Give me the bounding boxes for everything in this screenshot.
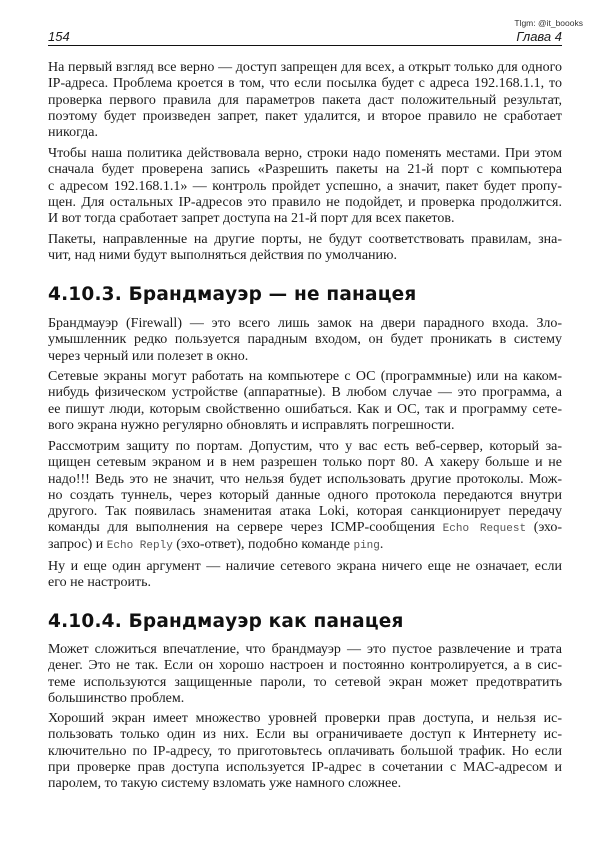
page-number: 154 xyxy=(48,29,70,44)
text-line: Чтобы наша политика действовала верно, строки надо поменять местами. При этом xyxy=(48,146,562,161)
text-line xyxy=(48,537,562,553)
text-line: щищен сетевым экраном и в нем разрешен только порт 80. А хакеру больше и не xyxy=(48,455,562,471)
text-segment: запрос) и xyxy=(48,536,107,552)
text-line: умышленник редко пользуется парадным входом, он будет проникать в систему xyxy=(48,332,562,348)
text-line: чит, над ними будут выполняться действия по умолчанию. xyxy=(48,248,397,264)
text-line: Сетевые экраны могут работать на компьютере с ОС (программные) или на каком- xyxy=(48,369,562,384)
text-line: с адресом 192.168.1.1» — контроль пройдет успешно, а значит, пакет будет пропу- xyxy=(48,178,562,194)
text-line: теме используются защищенные пароли, то сетевой экран может предотвратить xyxy=(48,674,562,690)
text-line: но создать туннель, через который данные одного протокола передаются внутри xyxy=(48,487,562,503)
text-line: На первый взгляд все верно — доступ запрещен для всех, а открыт только для одного xyxy=(48,60,562,75)
text-line: щен. Для остальных IP-адресов это правило не подойдет, и проверка продолжится. xyxy=(48,194,562,210)
text-segment: . xyxy=(379,536,384,552)
text-line: вого экрана нужно регулярно обновлять и исправлять погрешности. xyxy=(48,417,455,433)
text-line: нибудь физическом устройстве (аппаратные). В любом случае — это программа, а xyxy=(48,385,562,401)
text-line: большинство проблем. xyxy=(48,690,185,706)
paragraph xyxy=(48,60,562,141)
paragraph xyxy=(48,369,562,434)
paragraph xyxy=(48,559,562,592)
watermark: Tlgm: @it_boooks xyxy=(514,18,583,28)
text-line: надо!!! Ведь это не значит, что нельзя будет использовать другие протоколы. Мож- xyxy=(48,471,562,487)
text-line: Пакеты, направленные на другие порты, не будут соответствовать правилам, зна- xyxy=(48,232,562,247)
inline-code: Echo Request xyxy=(442,523,527,536)
text-line: денег. Это не так. Если он хорошо настроен и постоянно контролируется, а в сис- xyxy=(48,658,562,674)
inline-code: ping xyxy=(353,539,380,552)
text-line xyxy=(48,520,562,536)
text-line: его не настроить. xyxy=(48,575,152,591)
text-line: IP-адреса. Проблема кроется в том, что если посылка будет с адреса 192.168.1.1, то xyxy=(48,76,562,92)
section-heading: 4.10.3. Брандмауэр — не панацея xyxy=(48,284,417,305)
text-segment: (эхо-ответ), подобно команде xyxy=(172,536,354,552)
text-line: сначала будет проверена запись «Разрешить пакеты на 21-й порт с компьютера xyxy=(48,162,562,178)
text-line: И вот тогда сработает запрет доступа на 21-й порт для всех пакетов. xyxy=(48,211,455,226)
text-line: Может сложиться впечатление, что брандмауэр — это пустое развлечение и трата xyxy=(48,642,562,657)
text-line: пользовать только один из них. Если вы ограничиваете доступ к Интернету ис- xyxy=(48,727,562,743)
text-segment: команды для выполнения на сервере через ICMP-сообщения xyxy=(48,520,443,536)
paragraph xyxy=(48,232,562,265)
chapter-title: Глава 4 xyxy=(516,29,562,44)
text-line: Хороший экран имеет множество уровней проверки прав доступа, и нельзя ис- xyxy=(48,711,562,726)
running-header xyxy=(48,29,562,45)
text-line: ключительно по IP-адресу, то приготовьтесь оплачивать большой трафик. Но если xyxy=(48,743,562,759)
text-line: проверка первого правила для параметров пакета даст положительный результат, xyxy=(48,92,562,108)
paragraph xyxy=(48,711,562,792)
text-line: ее пишут люди, которым свойственно ошибаться. Как и ОС, так и программу сете- xyxy=(48,401,562,417)
paragraph xyxy=(48,439,562,553)
paragraph xyxy=(48,146,562,227)
text-line: поэтому будет произведен запрет, пакет удалится, и второе правило не сработает xyxy=(48,108,562,124)
section-heading: 4.10.4. Брандмауэр как панацея xyxy=(48,611,404,632)
text-line: никогда. xyxy=(48,125,98,140)
text-line: Ну и еще один аргумент — наличие сетевого экрана ничего еще не означает, если xyxy=(48,559,562,574)
text-line: паролем, то такую систему взломать уже намного сложнее. xyxy=(48,776,402,791)
paragraph xyxy=(48,642,562,707)
text-line: через черный или полезет в окно. xyxy=(48,348,249,364)
text-line: другого. Так появилась знаменитая атака Loki, которая санкционирует передачу xyxy=(48,504,562,519)
text-line: Рассмотрим защиту по портам. Допустим, что у вас есть веб-сервер, который за- xyxy=(48,439,562,454)
text-segment: (эхо- xyxy=(526,520,562,536)
text-line: при проверке прав доступа используется IP-адрес в сочетании с МАС-адресом и xyxy=(48,759,562,775)
inline-code: Echo Reply xyxy=(106,539,173,552)
text-line: Брандмауэр (Firewall) — это всего лишь замок на двери парадного входа. Зло- xyxy=(48,316,562,331)
header-rule xyxy=(48,45,562,46)
paragraph xyxy=(48,316,562,365)
